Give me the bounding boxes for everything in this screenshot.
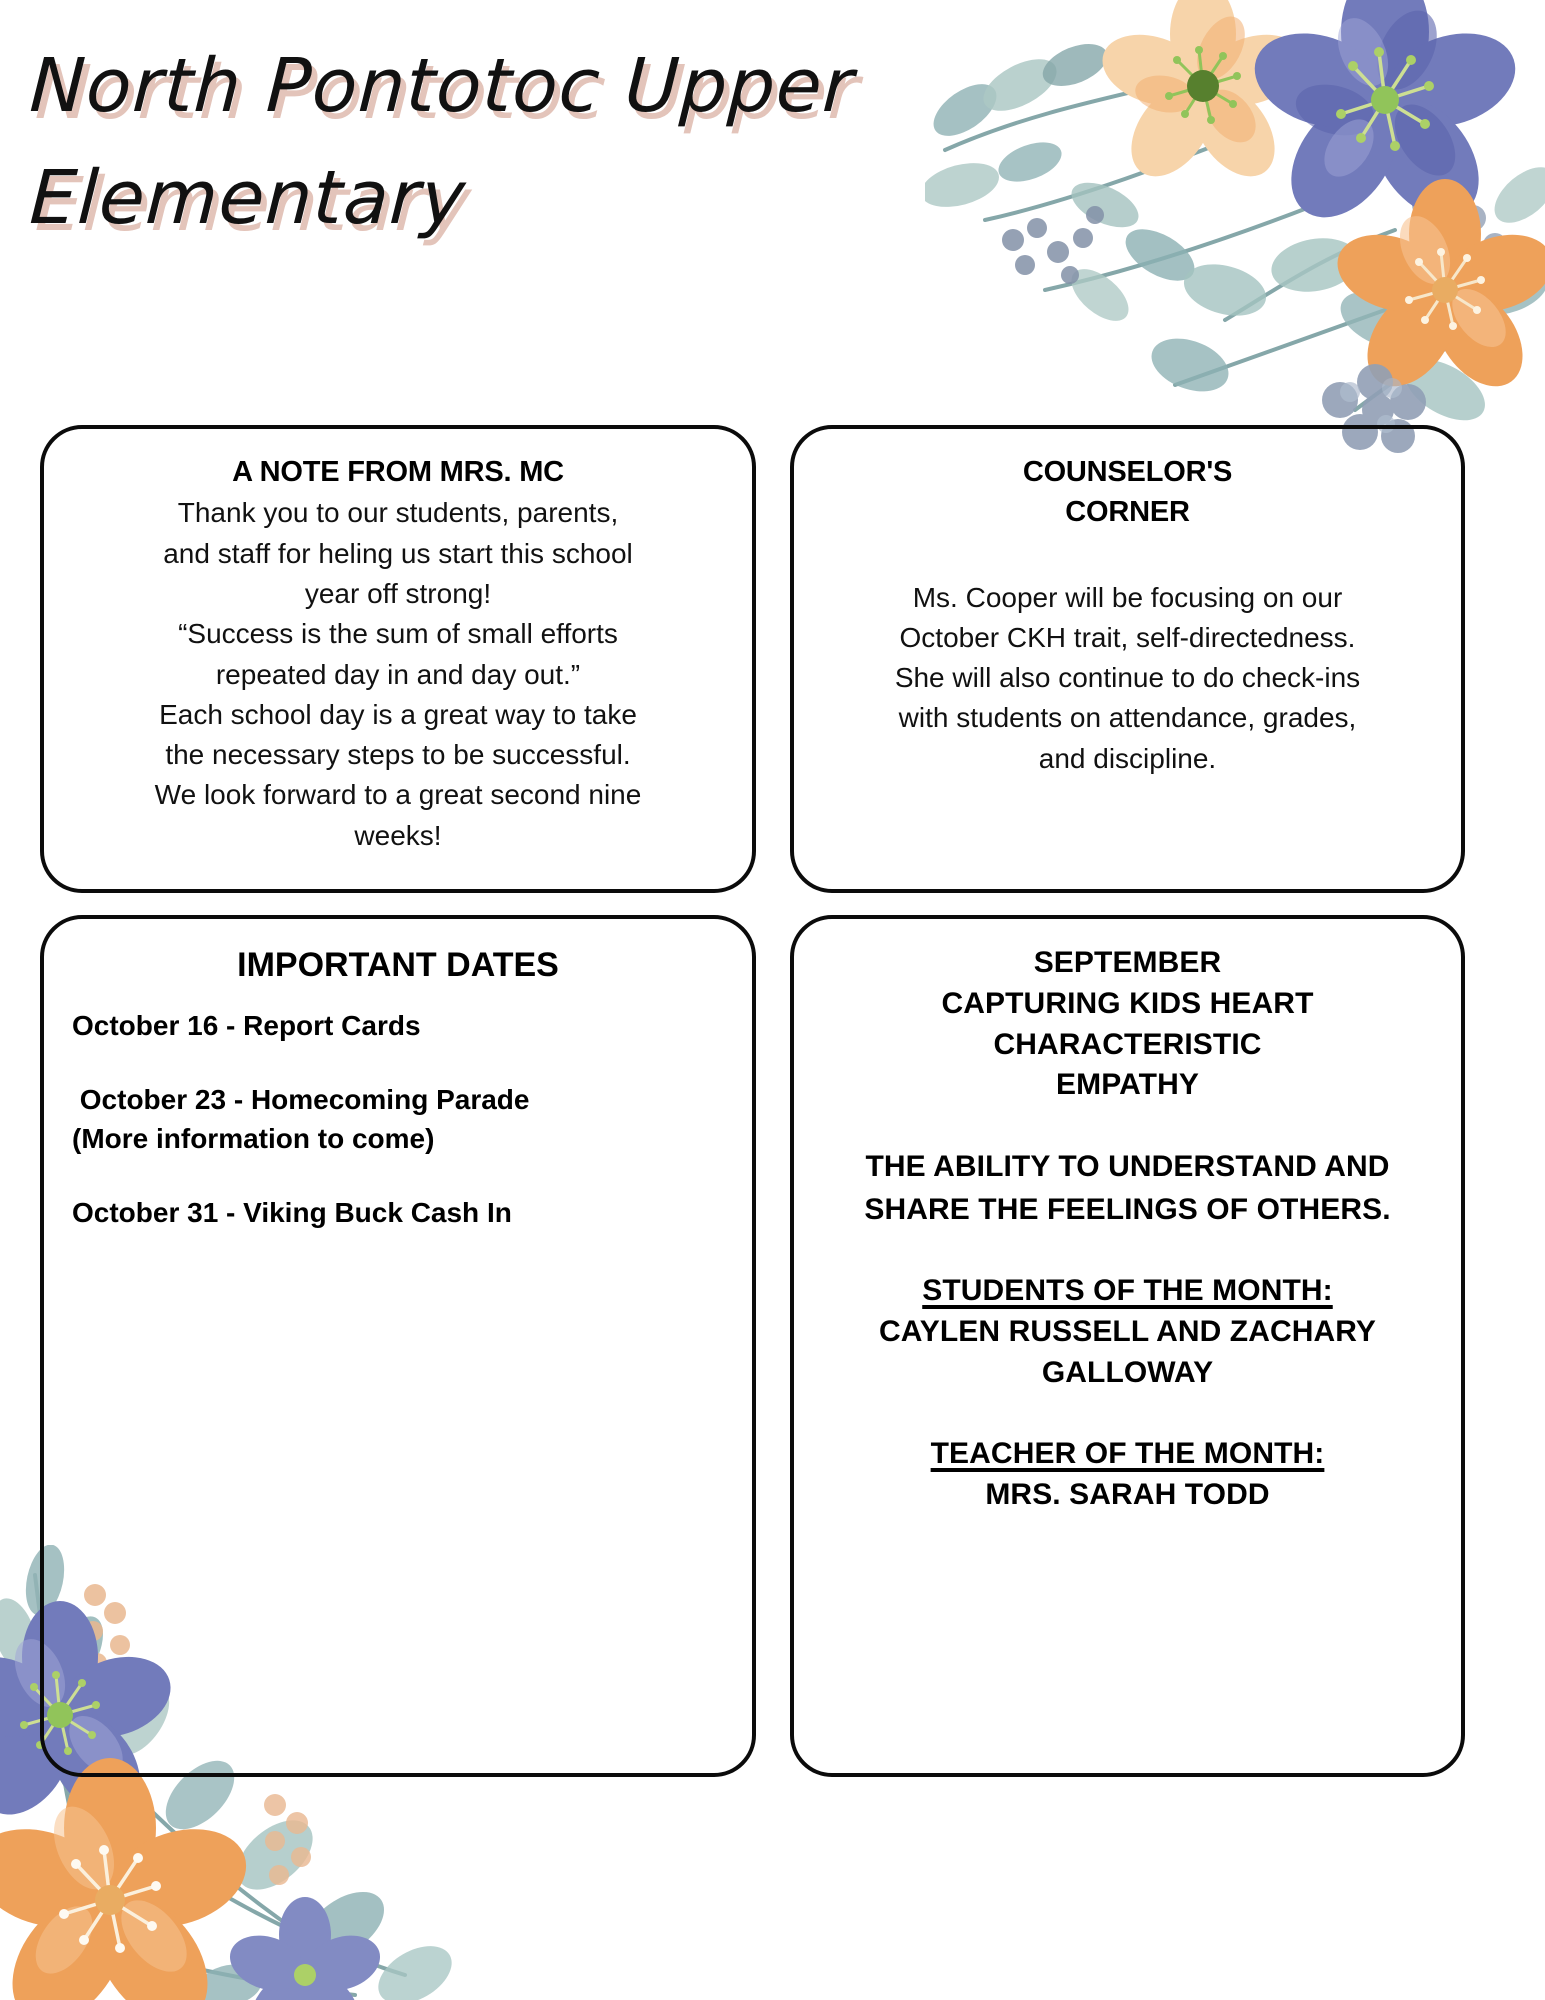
- ckh-program-line-2: CHARACTERISTIC: [993, 1027, 1262, 1061]
- note-text-line-7: the necessary steps to be successful.: [165, 739, 631, 771]
- date-item-note: (More information to come): [72, 1123, 435, 1155]
- counselor-text-line-3: She will also continue to do check-ins: [894, 662, 1361, 694]
- note-text-line-1: Thank you to our students, parents,: [177, 497, 619, 529]
- ckh-spacer-2: [822, 1231, 1433, 1271]
- ckh-month: SEPTEMBER: [1033, 946, 1222, 979]
- card-ckh-character: [790, 915, 1465, 1777]
- note-heading: A NOTE FROM MRS. MC: [232, 456, 564, 488]
- date-item-text: October 16 - Report Cards: [72, 1009, 421, 1041]
- floral-decoration-top-right: [925, 0, 1545, 470]
- ckh-trait: EMPATHY: [1056, 1068, 1199, 1102]
- students-of-the-month-line-1: CAYLEN RUSSELL AND ZACHARY: [878, 1315, 1377, 1349]
- students-of-the-month-label: STUDENTS OF THE MONTH:: [922, 1274, 1333, 1308]
- dates-list: [72, 1006, 724, 1233]
- counselor-text-line-4: with students on attendance, grades,: [898, 702, 1357, 734]
- page-title: [27, 30, 990, 255]
- card-counselors-corner: [790, 425, 1465, 893]
- counselor-heading-line-1: COUNSELOR'S: [1022, 456, 1233, 488]
- page-title-line-2: Elementary Elementary: [27, 142, 993, 254]
- dates-heading: IMPORTANT DATES: [237, 946, 559, 984]
- content-grid: [40, 425, 1465, 1777]
- note-text-line-9: weeks!: [354, 819, 442, 851]
- counselor-spacer: [822, 534, 1433, 578]
- note-text-line-2: and staff for heling us start this school: [163, 537, 633, 569]
- ckh-program-line-1: CAPTURING KIDS HEART: [941, 986, 1314, 1020]
- card-note-from-principal: [40, 425, 756, 893]
- note-text-line-4: “Success is the sum of small efforts: [178, 618, 618, 650]
- date-item: [72, 1193, 724, 1233]
- page-title-line-1: North Pontotoc Upper North Pontotoc Upper: [27, 30, 993, 142]
- note-text-line-6: Each school day is a great way to take: [159, 698, 637, 730]
- counselor-heading-line-2: CORNER: [1065, 496, 1190, 529]
- counselor-text-line-1: Ms. Cooper will be focusing on our: [912, 581, 1343, 613]
- date-item-text: October 31 - Viking Buck Cash In: [72, 1197, 512, 1229]
- counselor-text-line-2: October CKH trait, self-directedness.: [899, 621, 1356, 653]
- date-item-text: October 23 - Homecoming Parade: [72, 1083, 530, 1115]
- note-body: [72, 493, 724, 856]
- ckh-definition-line-2: SHARE THE FEELINGS OF OTHERS.: [864, 1192, 1391, 1226]
- counselor-body: [822, 578, 1433, 780]
- note-text-line-8: We look forward to a great second nine: [154, 779, 642, 811]
- ckh-spacer-1: [822, 1106, 1433, 1146]
- note-text-line-3: year off strong!: [304, 577, 492, 609]
- students-of-the-month-line-2: GALLOWAY: [1041, 1355, 1214, 1389]
- ckh-spacer-3: [822, 1394, 1433, 1434]
- note-text-line-5: repeated day in and day out.”: [215, 658, 581, 690]
- teacher-of-the-month-name: MRS. SARAH TODD: [985, 1477, 1270, 1511]
- teacher-of-the-month-label: TEACHER OF THE MONTH:: [930, 1436, 1325, 1470]
- ckh-definition-line-1: THE ABILITY TO UNDERSTAND AND: [865, 1150, 1390, 1184]
- counselor-text-line-5: and discipline.: [1038, 742, 1217, 774]
- date-item: [72, 1006, 724, 1046]
- date-item: [72, 1080, 724, 1160]
- card-important-dates: [40, 915, 756, 1777]
